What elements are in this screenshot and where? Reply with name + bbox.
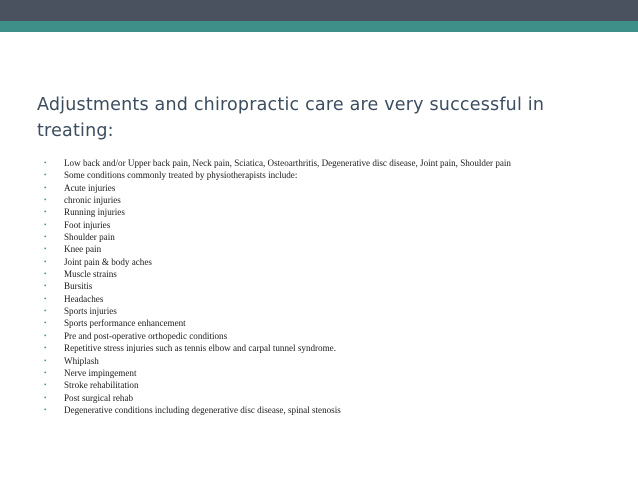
list-item-text: Headaches [64, 293, 104, 304]
list-item-text: Some conditions commonly treated by physiotherapists include: [64, 170, 298, 181]
list-item-text: Post surgical rehab [64, 392, 134, 403]
list-item [44, 392, 634, 404]
bullet-icon: • [44, 245, 47, 254]
list-item-text: Stroke rehabilitation [64, 380, 139, 391]
bullet-icon: • [44, 368, 47, 377]
list-item-text: Low back and/or Upper back pain, Neck pain, Sciatica, Osteoarthritis, Degenerative disc disease, Joint pain, Shoulder pain [64, 158, 511, 168]
accent-stripe [0, 21, 638, 32]
list-item-text: Sports injuries [64, 306, 117, 317]
list-item-text: Sports performance enhancement [64, 318, 186, 329]
list-item [44, 404, 634, 416]
list-item [44, 317, 634, 329]
list-item [44, 305, 634, 317]
list-item [44, 342, 634, 354]
list-item [44, 268, 634, 280]
bullet-icon: • [44, 159, 47, 167]
list-item [44, 182, 634, 194]
list-item [44, 206, 634, 218]
list-item-text: Knee pain [64, 244, 102, 255]
list-item [44, 194, 634, 206]
list-item-text: Whiplash [64, 355, 99, 366]
bullet-icon: • [44, 307, 47, 316]
bullet-icon: • [44, 405, 47, 414]
bullet-icon: • [44, 270, 47, 279]
bullet-icon: • [44, 381, 47, 390]
list-item-text: Muscle strains [64, 269, 117, 280]
list-item-text: Running injuries [64, 207, 125, 218]
slide-title: Adjustments and chiropractic care are very successful in treating: [37, 95, 545, 141]
bullet-icon: • [44, 282, 47, 291]
bullet-icon: • [44, 233, 47, 242]
list-item [44, 157, 634, 169]
list-item-text: Nerve impingement [64, 367, 137, 378]
list-item [44, 256, 634, 268]
list-item-text: Bursitis [64, 281, 93, 292]
list-item [44, 355, 634, 367]
bullet-icon: • [44, 331, 47, 340]
bullet-icon: • [44, 393, 47, 402]
list-item-text: Degenerative conditions including degenerative disc disease, spinal stenosis [64, 404, 341, 415]
list-item [44, 219, 634, 231]
list-item [44, 367, 634, 379]
list-item-text: Foot injuries [64, 219, 111, 230]
bullet-icon: • [44, 319, 47, 328]
list-item [44, 169, 634, 181]
bullet-icon: • [44, 208, 47, 217]
bullet-icon: • [44, 196, 47, 205]
list-item-text: Acute injuries [64, 182, 116, 193]
bullet-icon: • [44, 344, 47, 353]
list-item [44, 280, 634, 292]
list-item [44, 293, 634, 305]
list-item-text: Joint pain & body aches [64, 256, 152, 267]
list-item-text: Pre and post-operative orthopedic conditions [64, 330, 228, 341]
bullet-icon: • [44, 294, 47, 303]
bullet-icon: • [44, 356, 47, 365]
bullet-icon: • [44, 257, 47, 266]
bullet-list [44, 157, 634, 416]
list-item [44, 231, 634, 243]
bullet-icon: • [44, 183, 47, 192]
bullet-icon: • [44, 171, 47, 180]
list-item [44, 243, 634, 255]
list-item [44, 379, 634, 391]
list-item-text: Repetitive stress injuries such as tennis elbow and carpal tunnel syndrome. [64, 343, 336, 354]
header-bar [0, 0, 638, 21]
list-item [44, 330, 634, 342]
bullet-icon: • [44, 220, 47, 229]
list-item-text: chronic injuries [64, 195, 121, 206]
list-item-text: Shoulder pain [64, 232, 115, 243]
